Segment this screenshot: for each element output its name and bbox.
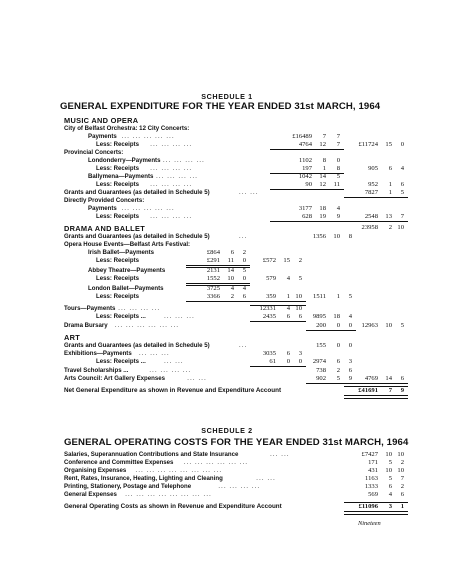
table-row [0, 475, 454, 483]
double-underline-rule [344, 395, 408, 399]
amount-cE: 1 [286, 293, 290, 300]
total-row [0, 503, 454, 511]
section-heading-music: MUSIC AND OPERA [64, 116, 139, 125]
amount-c4: 905 [368, 165, 378, 172]
leader-dots: ... ... [256, 475, 276, 482]
table-row [0, 213, 454, 221]
leader-dots: ... ... ... ... ... [121, 205, 175, 212]
amount-c1: 628 [302, 213, 312, 220]
amount-shillings: 5 [388, 475, 392, 482]
row-label: Less: Receipts [96, 213, 140, 220]
underline-rule [186, 301, 250, 302]
table-row [0, 249, 454, 257]
amount-cH: 2 [336, 367, 340, 374]
schedule-2-label: SCHEDULE 2 [201, 426, 253, 435]
amount-c9: 5 [400, 322, 404, 329]
total-amount-shillings: 7 [388, 387, 392, 394]
total-row [0, 387, 454, 395]
row-label: Less: Receipts [96, 293, 140, 300]
amount-cA: £864 [206, 249, 220, 256]
amount-c7: 12963 [361, 322, 378, 329]
amount-c6: 0 [400, 141, 404, 148]
table-row [0, 293, 454, 301]
amount-c9: 10 [397, 224, 404, 231]
leader-dots: ... ... ... ... [156, 173, 199, 180]
overline-rule [344, 386, 408, 387]
amount-cH: 18 [333, 313, 340, 320]
amount-c3: 7 [336, 133, 340, 140]
amount-cF: 2 [298, 257, 302, 264]
amount-c2: 12 [319, 181, 326, 188]
overline-rule [186, 285, 250, 286]
row-label: Provincial Concerts: [64, 149, 124, 156]
amount-cD: 2435 [262, 313, 276, 320]
row-label: Salaries, Superannuation Contributions and State Insurance [64, 451, 239, 458]
section-heading-art: ART [64, 333, 81, 342]
row-label: Organising Expenses [64, 467, 127, 474]
overline-rule [344, 502, 408, 503]
amount-cC: 0 [242, 257, 246, 264]
table-row [0, 285, 454, 293]
amount-cI: 9 [348, 375, 352, 382]
amount-cI: 3 [348, 358, 352, 365]
leader-dots: ... ... ... ... [150, 181, 193, 188]
amount-pounds: 1163 [365, 475, 378, 482]
overline-rule [270, 173, 344, 174]
amount-cG: 1356 [312, 233, 326, 240]
amount-cG: 902 [316, 375, 326, 382]
amount-c3: 0 [336, 157, 340, 164]
amount-c2: 18 [319, 205, 326, 212]
amount-shillings: 4 [388, 491, 392, 498]
amount-cE: 6 [286, 350, 290, 357]
row-label: Payments [88, 205, 117, 212]
table-row [0, 483, 454, 491]
schedule-1-title: GENERAL EXPENDITURE FOR THE YEAR ENDED 31st MARCH, 1964 [60, 101, 381, 112]
amount-cG: 200 [316, 322, 326, 329]
amount-c7: 4769 [364, 375, 378, 382]
amount-c2: 14 [319, 173, 326, 180]
total-amount-pence: 1 [400, 503, 404, 510]
row-label: Exhibitions—Payments [64, 350, 132, 357]
total-amount-pounds: £11096 [358, 503, 378, 510]
leader-dots: ... ... ... ... [149, 367, 192, 374]
row-label: City of Belfast Orchestra: 12 City Concerts: [64, 125, 190, 132]
amount-pence: 10 [397, 467, 404, 474]
amount-cE: 6 [286, 313, 290, 320]
amount-c3: 11 [333, 181, 340, 188]
underline-rule [344, 221, 408, 222]
row-label: Drama Bursary [64, 322, 108, 329]
row-label: Payments [88, 133, 117, 140]
amount-c2: 1 [322, 165, 326, 172]
amount-cI: 5 [348, 293, 352, 300]
amount-c8: 10 [385, 322, 392, 329]
table-row [0, 197, 454, 205]
amount-pence: 2 [400, 483, 404, 490]
amount-shillings: 5 [388, 459, 392, 466]
table-row [0, 367, 454, 375]
leader-dots: ... ... ... ... [163, 157, 205, 164]
amount-cF: 3 [298, 350, 302, 357]
table-row [0, 322, 454, 330]
row-label: Abbey Theatre—Payments [88, 267, 166, 274]
amount-c3: 4 [336, 205, 340, 212]
table-row [0, 141, 454, 149]
amount-c4: £11724 [358, 141, 378, 148]
table-row [0, 342, 454, 350]
row-label: Less: Receipts ... [96, 313, 146, 320]
table-row [0, 173, 454, 181]
amount-shillings: 6 [388, 483, 392, 490]
amount-cH: 1 [336, 293, 340, 300]
amount-cF: 10 [295, 293, 302, 300]
row-label: Tours—Payments [64, 305, 116, 312]
amount-c1: 1042 [298, 173, 312, 180]
table-row [0, 189, 454, 197]
leader-dots: ... ... ... ... ... ... [183, 459, 249, 466]
amount-cI: 4 [348, 313, 352, 320]
amount-pence: 7 [400, 475, 404, 482]
amount-c2: 12 [319, 141, 326, 148]
underline-rule [306, 330, 356, 331]
amount-c8: 2 [388, 224, 392, 231]
amount-cD: 579 [266, 275, 276, 282]
amount-c2: 7 [322, 133, 326, 140]
table-row [0, 224, 454, 232]
amount-c4: 7827 [364, 189, 378, 196]
row-label: Directly Provided Concerts: [64, 197, 145, 204]
amount-c4: 2548 [364, 213, 378, 220]
table-row [0, 459, 454, 467]
amount-c4: 952 [368, 181, 378, 188]
amount-cI: 0 [348, 342, 352, 349]
row-label: Grants and Guarantees (as detailed in Schedule 5) [64, 233, 210, 240]
table-row [0, 350, 454, 358]
row-label: Less: Receipts ... [96, 358, 146, 365]
amount-c5: 15 [385, 141, 392, 148]
amount-cB: 14 [227, 267, 234, 274]
amount-cD: 61 [269, 358, 276, 365]
amount-cE: 4 [286, 305, 290, 312]
total-label: General Operating Costs as shown in Revenue and Expenditure Account [64, 503, 282, 510]
amount-c1: 4764 [298, 141, 312, 148]
amount-c8: 14 [385, 375, 392, 382]
table-row [0, 181, 454, 189]
amount-cB: 10 [227, 275, 234, 282]
amount-cH: 10 [333, 233, 340, 240]
amount-cF: 10 [295, 305, 302, 312]
amount-cC: 5 [242, 267, 246, 274]
amount-c1: 197 [302, 165, 312, 172]
amount-cF: 6 [298, 313, 302, 320]
leader-dots: ... ... ... ... ... ... ... ... [135, 467, 223, 474]
leader-dots: ... ... ... [139, 350, 170, 357]
amount-cI: 8 [348, 233, 352, 240]
amount-cE: 4 [286, 275, 290, 282]
row-label: Conference and Committee Expenses [64, 459, 174, 466]
table-row [0, 165, 454, 173]
table-row [0, 313, 454, 321]
leader-dots: ... ... ... ... [218, 483, 261, 490]
row-label: Less: Receipts [96, 275, 140, 282]
amount-cC: 6 [242, 293, 246, 300]
amount-cA: 1552 [206, 275, 220, 282]
amount-cG: 2974 [312, 358, 326, 365]
row-label: Less: Receipts [96, 141, 140, 148]
amount-cG: 738 [316, 367, 326, 374]
total-amount-shillings: 3 [388, 503, 392, 510]
row-label: Printing, Stationery, Postage and Telephone [64, 483, 192, 490]
amount-cG: 155 [316, 342, 326, 349]
amount-c1: 90 [305, 181, 312, 188]
leader-dots: ... ... [187, 375, 207, 382]
amount-c3: 7 [336, 141, 340, 148]
leader-dots: ... ... ... ... ... ... ... ... [125, 491, 212, 498]
amount-cH: 0 [336, 322, 340, 329]
amount-c1: 3177 [298, 205, 312, 212]
underline-rule [306, 383, 356, 384]
amount-pence: 2 [400, 459, 404, 466]
row-label: General Expenses [64, 491, 117, 498]
table-row [0, 133, 454, 141]
leader-dots: ... ... [164, 358, 184, 365]
page-number-word: Nineteen [358, 520, 381, 527]
leader-dots: ... ... ... ... [150, 165, 193, 172]
amount-c5: 6 [388, 165, 392, 172]
amount-cH: 5 [336, 375, 340, 382]
row-label: Londonderry—Payments [88, 157, 161, 164]
table-row [0, 375, 454, 383]
leader-dots: ... ... ... ... [118, 305, 161, 312]
table-row [0, 205, 454, 213]
underline-rule [250, 301, 306, 302]
amount-cI: 0 [348, 322, 352, 329]
amount-c2: 19 [319, 213, 326, 220]
table-row [0, 257, 454, 265]
amount-pounds: 1333 [364, 483, 378, 490]
total-label: Net General Expenditure as shown in Revenue and Expenditure Account [64, 387, 282, 394]
row-label: Less: Receipts [96, 257, 140, 264]
amount-c1: 1102 [299, 157, 312, 164]
amount-cH: 0 [336, 342, 340, 349]
amount-cB: 11 [227, 257, 234, 264]
amount-c6: 4 [400, 165, 404, 172]
row-label: Grants and Guarantees (as detailed in Schedule 5) [64, 342, 210, 349]
amount-c3: 8 [336, 165, 340, 172]
table-row [0, 233, 454, 241]
amount-c5: 1 [388, 181, 392, 188]
amount-cF: 0 [298, 358, 302, 365]
amount-c1: £16489 [292, 133, 312, 140]
row-label: Arts Council: Art Gallery Expenses [64, 375, 166, 382]
amount-cA: 3366 [206, 293, 220, 300]
amount-c6: 7 [400, 213, 404, 220]
schedule-1-label: SCHEDULE 1 [201, 92, 253, 101]
overline-rule [250, 305, 306, 306]
amount-shillings: 10 [385, 451, 392, 458]
table-row [0, 467, 454, 475]
table-row [0, 267, 454, 275]
amount-cA: 2131 [206, 267, 220, 274]
amount-cE: 15 [283, 257, 290, 264]
table-row [0, 275, 454, 283]
amount-cB: 4 [230, 285, 234, 292]
amount-c6: 5 [400, 189, 404, 196]
table-row [0, 305, 454, 313]
leader-dots: ... ... [270, 451, 290, 458]
underline-rule [186, 283, 250, 284]
amount-pounds: £7427 [361, 451, 378, 458]
amount-cA: 3725 [206, 285, 220, 292]
double-underline-rule [344, 511, 408, 515]
leader-dots: ... ... ... [164, 313, 195, 320]
leader-dots: ... ... ... ... ... [121, 133, 175, 140]
amount-pounds: 569 [368, 491, 378, 498]
amount-cD: 359 [266, 293, 276, 300]
amount-cD: £572 [262, 257, 276, 264]
amount-cC: 0 [242, 275, 246, 282]
amount-pence: 6 [400, 491, 404, 498]
table-row [0, 157, 454, 165]
table-row [0, 149, 454, 157]
section-heading-drama: DRAMA AND BALLET [64, 224, 146, 233]
schedule-2-title: GENERAL OPERATING COSTS FOR THE YEAR ENDED 31st MARCH, 1964 [64, 437, 409, 448]
amount-cC: 2 [242, 249, 246, 256]
table-row [0, 125, 454, 133]
amount-cE: 0 [286, 358, 290, 365]
total-amount-pounds: £41691 [358, 387, 378, 394]
leader-dots: ... ... ... ... ... ... [114, 322, 180, 329]
amount-cF: 5 [298, 275, 302, 282]
amount-pounds: 171 [368, 459, 378, 466]
amount-cA: £291 [206, 257, 220, 264]
amount-cC: 4 [242, 285, 246, 292]
amount-cB: 2 [230, 293, 234, 300]
row-label: London Ballet—Payments [88, 285, 164, 292]
amount-cH: 6 [336, 358, 340, 365]
leader-dots: ... ... [239, 189, 259, 196]
amount-c5: 1 [388, 189, 392, 196]
underline-rule [270, 221, 344, 222]
leader-dots: ... [239, 342, 248, 349]
row-label: Grants and Guarantees (as detailed in Schedule 5) [64, 189, 210, 196]
amount-cG: 1511 [313, 293, 326, 300]
amount-cG: 9895 [312, 313, 326, 320]
total-amount-pence: 9 [400, 387, 404, 394]
row-label: Ballymena—Payments [88, 173, 154, 180]
table-row [0, 491, 454, 499]
amount-c2: 8 [322, 157, 326, 164]
amount-c5: 13 [385, 213, 392, 220]
leader-dots: ... [239, 233, 248, 240]
row-label: Travel Scholarships ... [64, 367, 129, 374]
overline-rule [186, 267, 250, 268]
table-row [0, 451, 454, 459]
table-row [0, 241, 454, 249]
amount-shillings: 10 [385, 467, 392, 474]
row-label: Less: Receipts [96, 181, 140, 188]
amount-cD: 3035 [262, 350, 276, 357]
amount-c9: 6 [400, 375, 404, 382]
amount-pounds: 431 [368, 467, 378, 474]
leader-dots: ... ... ... ... [150, 213, 193, 220]
amount-cB: 6 [230, 249, 234, 256]
amount-pence: 10 [397, 451, 404, 458]
row-label: Rent, Rates, Insurance, Heating, Lighting and Cleaning [64, 475, 223, 482]
table-row [0, 358, 454, 366]
amount-c3: 9 [336, 213, 340, 220]
underline-rule [186, 265, 250, 266]
row-label: Irish Ballet—Payments [88, 249, 155, 256]
amount-c3: 5 [336, 173, 340, 180]
row-label: Opera House Events—Belfast Arts Festival: [64, 241, 191, 248]
amount-c7: 23958 [361, 224, 378, 231]
row-label: Less: Receipts [96, 165, 140, 172]
leader-dots: ... ... ... ... [150, 141, 193, 148]
amount-c6: 6 [400, 181, 404, 188]
amount-cI: 6 [348, 367, 352, 374]
amount-cD: 12331 [259, 305, 276, 312]
